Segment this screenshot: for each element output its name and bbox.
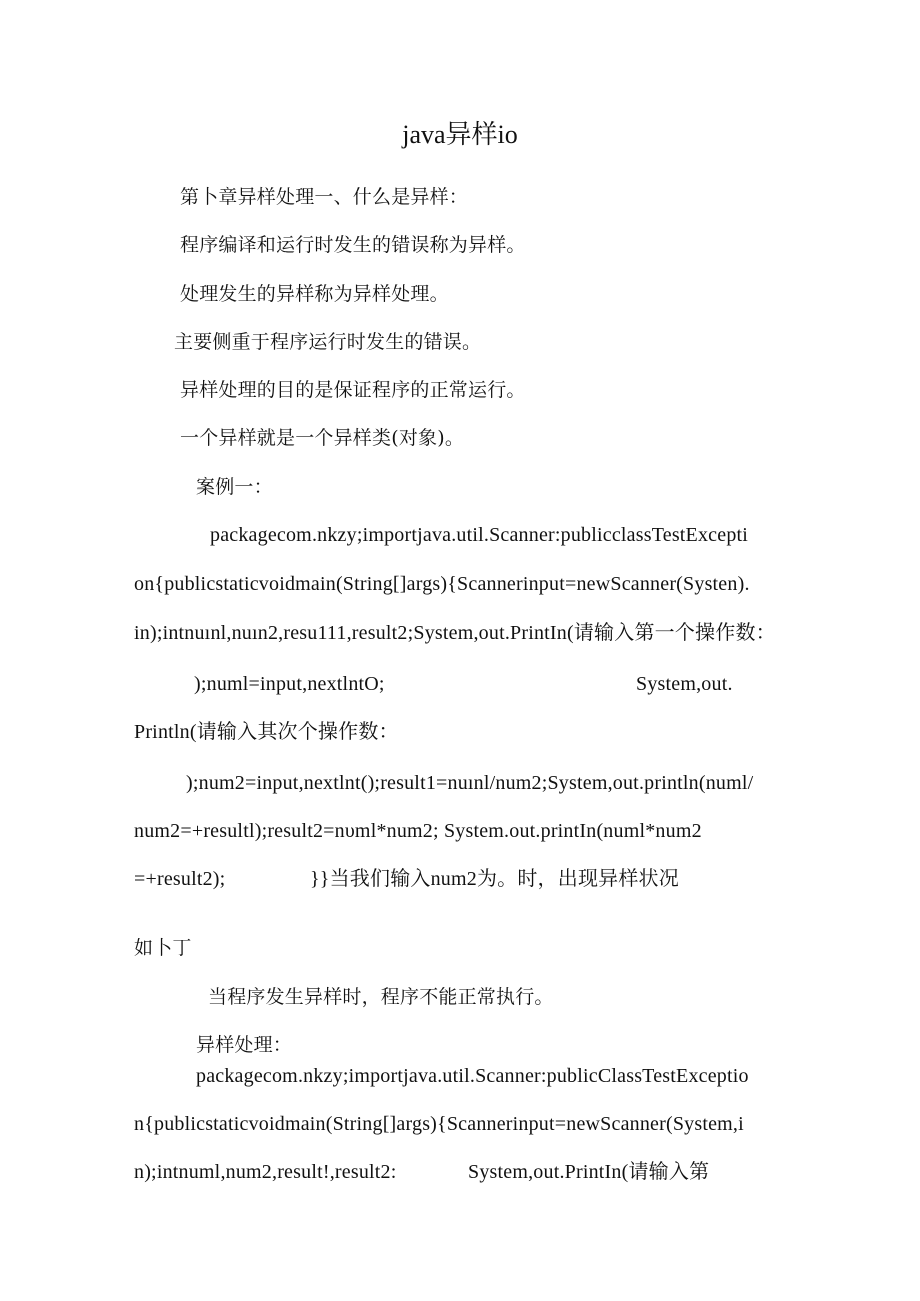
code-line: n);intnuml,num2,result!,result2:: [134, 1161, 397, 1183]
paragraph: 一个异样就是一个异样类(对象)。: [180, 427, 465, 449]
code-line: System,out.: [636, 673, 733, 695]
code-line: System,out.PrintIn(请输入第: [468, 1161, 710, 1183]
document-title: java异样io: [402, 120, 518, 149]
chapter-heading: 第卜章异样处理一、什么是异样：: [180, 186, 469, 208]
code-line: packagecom.nkzy;importjava.util.Scanner:publicclassTestExcepti: [210, 524, 749, 546]
paragraph: 当程序发生异样时，程序不能正常执行。: [208, 986, 554, 1008]
code-line: num2=+resultl);result2=nυml*num2; System.out.printIn(numl*num2: [134, 820, 702, 842]
code-line: );num2=input,nextlnt();result1=nuınl/num2;System,out.println(numl/: [186, 772, 754, 794]
code-line: Println(请输入其次个操作数：: [134, 721, 399, 743]
code-line: packagecom.nkzy;importjava.util.Scanner:publicClassTestExceptio: [196, 1065, 749, 1087]
code-line: n{publicstaticvoidmain(String[]args){Scannerinput=newScanner(System,i: [134, 1113, 744, 1135]
section-heading: 异样处理：: [196, 1034, 293, 1056]
code-line: }}当我们输入num2为。时，出现异样状况: [310, 868, 679, 890]
example-heading: 案例一：: [196, 476, 273, 498]
paragraph: 异样处理的目的是保证程序的正常运行。: [180, 379, 526, 401]
code-line: =+result2);: [134, 868, 226, 890]
code-line: );numl=input,nextlntO;: [194, 673, 385, 695]
paragraph: 如卜丁: [134, 937, 192, 959]
paragraph: 主要侧重于程序运行时发生的错误。: [174, 331, 482, 353]
code-line: on{publicstaticvoidmain(String[]args){Scannerinput=newScanner(Systen).: [134, 573, 750, 595]
paragraph: 处理发生的异样称为异样处理。: [180, 283, 449, 305]
code-line: in);intnuınl,nuın2,resu111,result2;System,out.PrintIn(请输入第一个操作数：: [134, 622, 776, 644]
paragraph: 程序编译和运行时发生的错误称为异样。: [180, 234, 526, 256]
